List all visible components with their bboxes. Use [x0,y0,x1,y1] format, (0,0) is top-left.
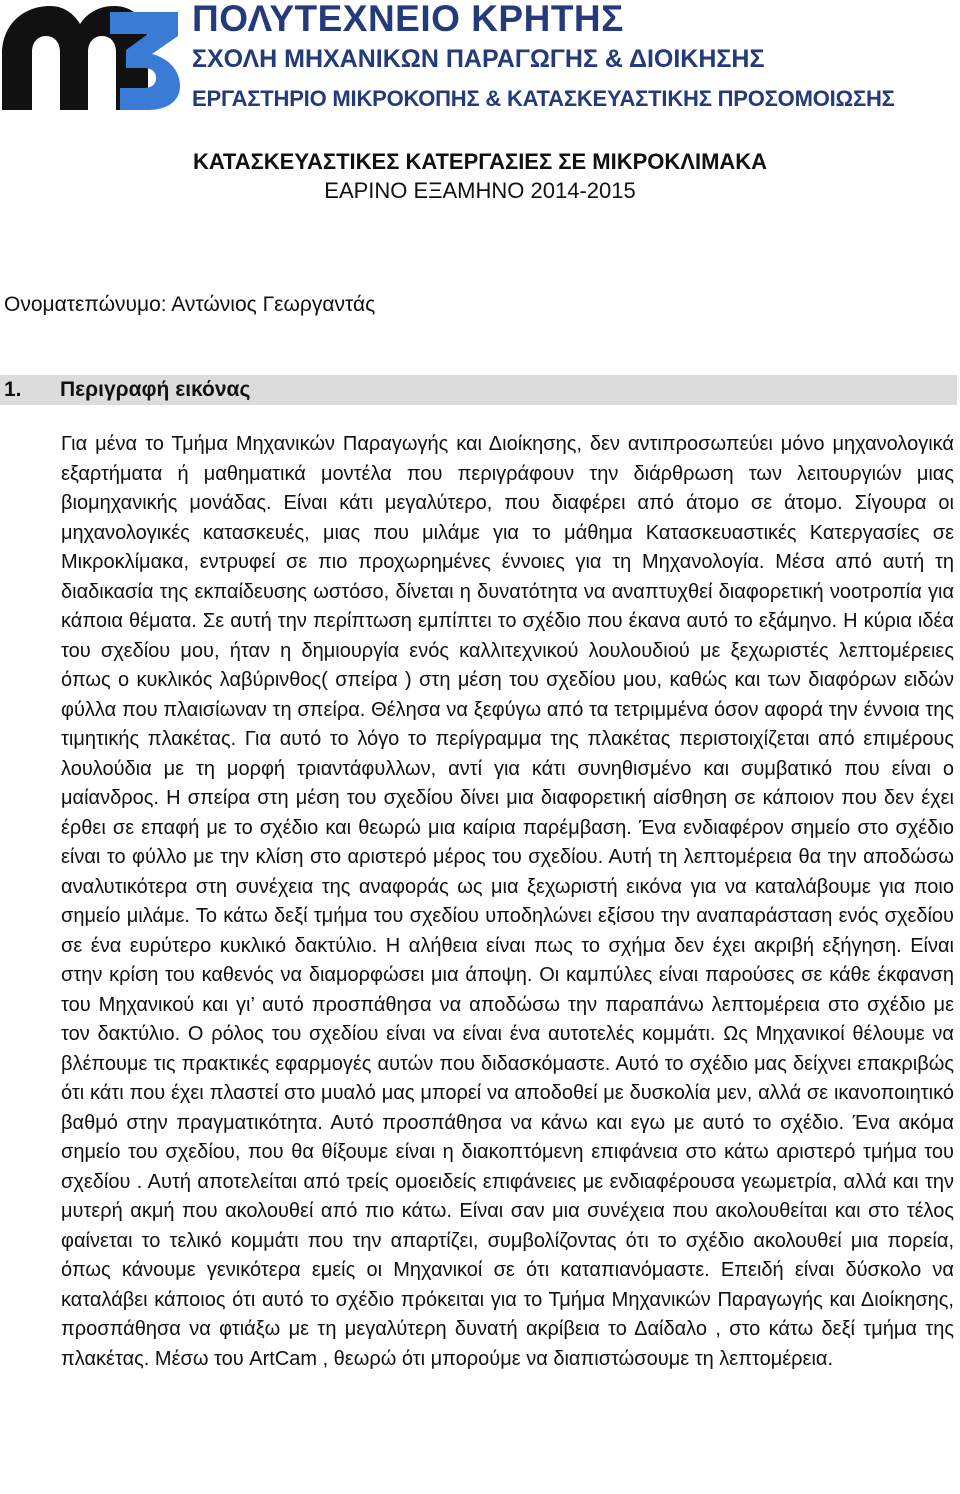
course-term: ΕΑΡΙΝΟ ΕΞΑΜΗΝΟ 2014-2015 [324,178,636,203]
section-heading [0,375,957,405]
author-name: Ονοματεπώνυμο: Αντώνιος Γεωργαντάς [4,293,376,316]
lab-name: ΕΡΓΑΣΤΗΡΙΟ ΜΙΚΡΟΚΟΠΗΣ & ΚΑΤΑΣΚΕΥΑΣΤΙΚΗΣ ΠΡΟΣΟΜΟΙΩΣΗΣ [192,86,895,111]
body-paragraph: Για μένα το Τμήμα Μηχανικών Παραγωγής και Διοίκησης, δεν αντιπροσωπεύει μόνο μηχανολογικά εξαρτήματα ή μαθηματικά μοντέλα που περιγράφουν την διάρθρωση των λειτουργιών μιας βιομηχανικής μονάδας. Είναι κάτι μεγαλύτερο, που διαφέρει από άτομο σε άτομο. Σίγουρα οι μηχανολογικές κατασκευές, μιας που μιλάμε για το μάθημα Κατασκευαστικές Κατεργασίες σε Μικροκλίμακα, εντρυφεί σε πιο προχωρημένες έννοιες για τη Μηχανολογία. Μέσα από αυτή τη διαδικασία της εκπαίδευσης ωστόσο, δίνεται η δυνατότητα να αναπτυχθεί διαφορετική νοοτροπία για κάποια θέματα. Σε αυτή την περίπτωση εμπίπτει το σχέδιο που έκανα αυτό το εξάμηνο. Η κύρια ιδέα του σχεδίου μου, ήταν η δημιουργία ενός καλλιτεχνικού λουλουδιού με ξεχωριστές λεπτομέρειες όπως ο κυκλικός λαβύρινθος( σπείρα ) στη μέση του σχεδίου μου, καθώς και των διαφόρων ειδών φύλλα που πλαισίωναν τη σπείρα. Θέλησα να ξεφύγω από τα τετριμμένα όσον αφορά την έννοια της τιμητικής πλακέτας. Για αυτό το λόγο το περίγραμμα της πλακέτας περιστοιχίζεται από επιμέρους λουλούδια με τη μορφή τριαντάφυλλων, αντί για κάτι συνηθισμένο και συμβατικό που είναι ο μαίανδρος. Η σπείρα στη μέση του σχεδίου δίνει μια διαφορετική αίσθηση σε κάποιον που δεν έχει έρθει σε επαφή με το σχέδιο και θεωρώ μια καίρια παρέμβαση. Ένα ενδιαφέρον σημείο στο σχέδιο είναι το φύλλο με την κλίση στο αριστερό μέρος του σχεδίου. Αυτή τη λεπτομέρεια θα την αποδώσω αναλυτικότερα στη συνέχεια της αναφοράς ως μια ξεχωριστή εικόνα για να καταλάβουμε για ποιο σημείο μιλάμε. Το κάτω δεξί τμήμα του σχεδίου υποδηλώνει εξίσου την αναπαράσταση ενός σχεδίου σε ένα ευρύτερο κυκλικό δακτύλιο. Η αλήθεια είναι πως το σχήμα δεν έχει ακριβή εξήγηση. Είναι στην κρίση του καθενός να διαμορφώσει μια άποψη. Οι καμπύλες είναι παρούσες σε κάθε έκφανση του Μηχανικού και γι’ αυτό προσπάθησα να αποδώσω την παραπάνω λεπτομέρεια στο σχέδιο με τον δακτύλιο. Ο ρόλος του σχεδίου είναι να είναι ένα αυτοτελές κομμάτι. Ως Μηχανικοί θέλουμε να βλέπουμε τις πρακτικές εφαρμογές αυτών που διδασκόμαστε. Αυτό το σχέδιο μας δείχνει επακριβώς ότι κάτι που έχει πλαστεί στο μυαλό μας μπορεί να αποδοθεί με δυσκολία μεν, αλλά σε ικανοποιητικό βαθμό στην πραγματικότητα. Αυτό προσπάθησα να κάνω και εγω με αυτό το σχέδιο. Ένα ακόμα σημείο του σχεδίου, που θα θίξουμε είναι η διακοπτόμενη επιφάνεια στο κάτω αριστερό τμήμα του σχεδίου . Αυτή αποτελείται από τρείς ομοειδείς επιφάνειες με ενδιαφέρουσα γεωμετρία, αλλά και την μυτερή ακμή που ακολουθεί από πιο κάτω. Είναι σαν μια συνέχεια που ακολουθείται και στο τέλος φαίνεται το τελικό κομμάτι που την απαρτίζει, συμβολίζοντας ότι το σχέδιο ακολουθεί μια πορεία, όπως κάνουμε γενικότερα εμείς οι Μηχανικοί σε ότι καταπιανόμαστε. Επειδή είναι δύσκολο να καταλάβει κάποιος ότι αυτό το σχέδιο πρόκειται για το Τμήμα Μηχανικών Παραγωγής και Διοίκησης, προσπάθησα να φτιάξω με τη μεγαλύτερη δυνατή ακρίβεια το Δαίδαλο , στο κάτω δεξί τμήμα της πλακέτας. Μέσω του ArtCam , θεωρώ ότι μπορούμε να διαπιστώσουμε τη λεπτομέρεια. [61,433,954,1370]
institution-name: ΠΟΛΥΤΕΧΝΕΙΟ ΚΡΗΤΗΣ [192,0,624,39]
page-header [0,0,960,118]
section-title: Περιγραφή εικόνας [60,378,251,401]
university-logo-icon [2,2,180,110]
section-number: 1. [4,378,22,401]
course-title: ΚΑΤΑΣΚΕΥΑΣΤΙΚΕΣ ΚΑΤΕΡΓΑΣΙΕΣ ΣΕ ΜΙΚΡΟΚΛΙΜΑΚΑ [192,149,768,174]
school-name: ΣΧΟΛΗ ΜΗΧΑΝΙΚΩΝ ΠΑΡΑΓΩΓΗΣ & ΔΙΟΙΚΗΣΗΣ [192,45,765,73]
section-body [61,430,954,1374]
